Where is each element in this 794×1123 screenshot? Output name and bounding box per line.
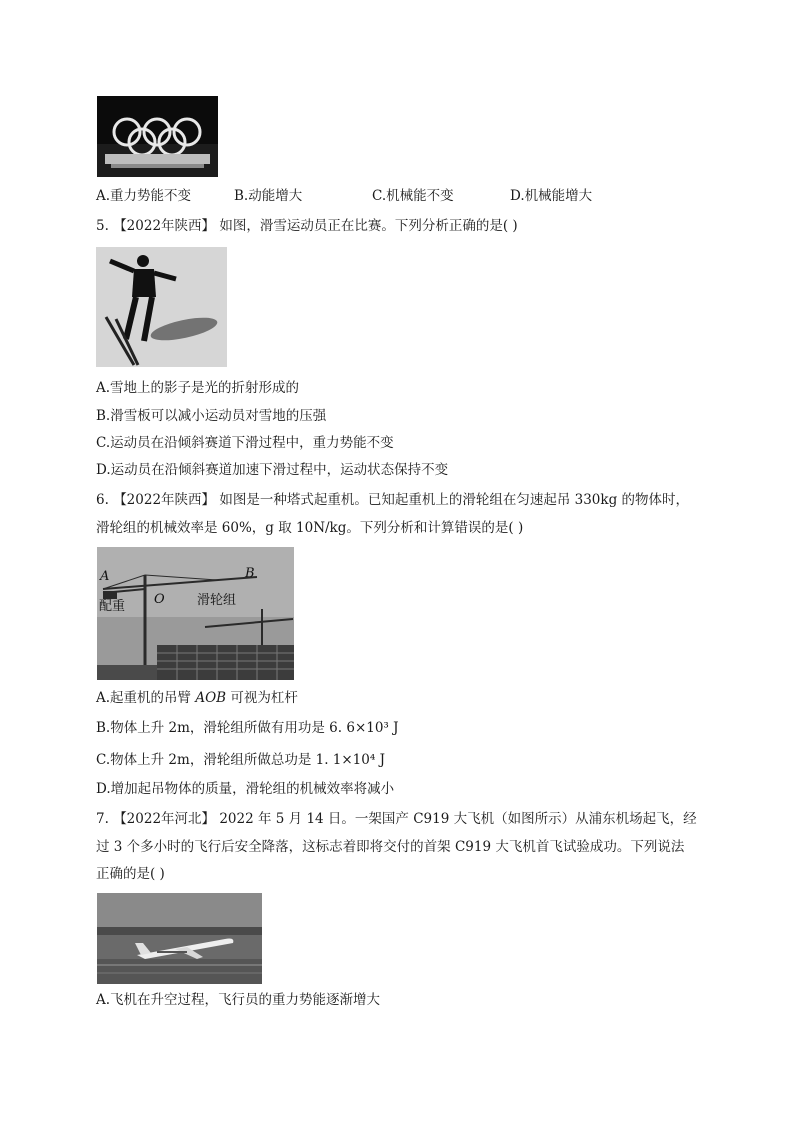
- airplane-figure: [97, 893, 262, 984]
- skier-figure: [96, 247, 227, 367]
- q6-text-1: 如图是一种塔式起重机。已知起重机上的滑轮组在匀速起吊 330kg 的物体时，: [219, 492, 690, 508]
- q5-option-d: D.运动员在沿倾斜赛道加速下滑过程中，运动状态保持不变: [96, 462, 449, 478]
- q6-number: 6.: [96, 492, 109, 508]
- crane-label-o: O: [154, 592, 165, 607]
- crane-figure: [97, 547, 294, 680]
- q7-option-a: A.飞机在升空过程，飞行员的重力势能逐渐增大: [96, 992, 381, 1008]
- q6-option-a: [96, 688, 298, 708]
- q6-option-a-var: AOB: [195, 690, 227, 706]
- q7-stem-line3: 正确的是( ): [96, 866, 165, 882]
- q7-number: 7.: [96, 811, 109, 827]
- crane-label-counterweight: 配重: [99, 599, 126, 614]
- q4-options: [96, 186, 616, 206]
- q7-text-1: 2022 年 5 月 14 日。一架国产 C919 大飞机（如图所示）从浦东机场起飞，经: [219, 811, 697, 827]
- q4-option-d: D.机械能增大: [510, 188, 593, 204]
- crane-label-pulley: 滑轮组: [197, 593, 237, 608]
- q5-number: 5.: [96, 218, 109, 234]
- q4-option-c: C.机械能不变: [372, 188, 454, 204]
- crane-label-b: B: [245, 566, 255, 581]
- q5-text: 如图，滑雪运动员正在比赛。下列分析正确的是( ): [219, 218, 518, 234]
- q5-option-c: C.运动员在沿倾斜赛道下滑过程中，重力势能不变: [96, 435, 394, 451]
- q5-option-a: A.雪地上的影子是光的折射形成的: [96, 380, 300, 396]
- q5-stem: [96, 216, 518, 236]
- q7-stem-line1: [96, 809, 697, 829]
- q4-option-a: A.重力势能不变: [96, 188, 192, 204]
- olympic-rings-icon: [97, 96, 218, 177]
- q6-source: 【2022年陕西】: [113, 492, 216, 508]
- q4-option-b: B.动能增大: [234, 188, 303, 204]
- q6-stem-line2: 滑轮组的机械效率是 60%，g 取 10N/kg。下列分析和计算错误的是( ): [96, 520, 524, 536]
- tower-crane-icon: [97, 547, 294, 680]
- q5-option-b: B.滑雪板可以减小运动员对雪地的压强: [96, 408, 327, 424]
- q6-option-c: C.物体上升 2m，滑轮组所做总功是 1. 1×10⁴ J: [96, 752, 385, 768]
- olympic-rings-figure: [97, 96, 218, 177]
- airplane-icon: [97, 893, 262, 984]
- q6-option-d: D.增加起吊物体的质量，滑轮组的机械效率将减小: [96, 781, 395, 797]
- q7-stem-line2: 过 3 个多小时的飞行后安全降落，这标志着即将交付的首架 C919 大飞机首飞试验成功。下列说法: [96, 839, 685, 855]
- q7-source: 【2022年河北】: [113, 811, 216, 827]
- q5-source: 【2022年陕西】: [113, 218, 216, 234]
- skier-icon: [96, 247, 227, 367]
- crane-label-a: A: [100, 569, 110, 584]
- q6-stem-line1: [96, 490, 689, 510]
- q6-option-a-post: 可视为杠杆: [226, 690, 298, 706]
- q6-option-a-pre: A.起重机的吊臂: [96, 690, 196, 706]
- q6-option-b: B.物体上升 2m，滑轮组所做有用功是 6. 6×10³ J: [96, 720, 399, 736]
